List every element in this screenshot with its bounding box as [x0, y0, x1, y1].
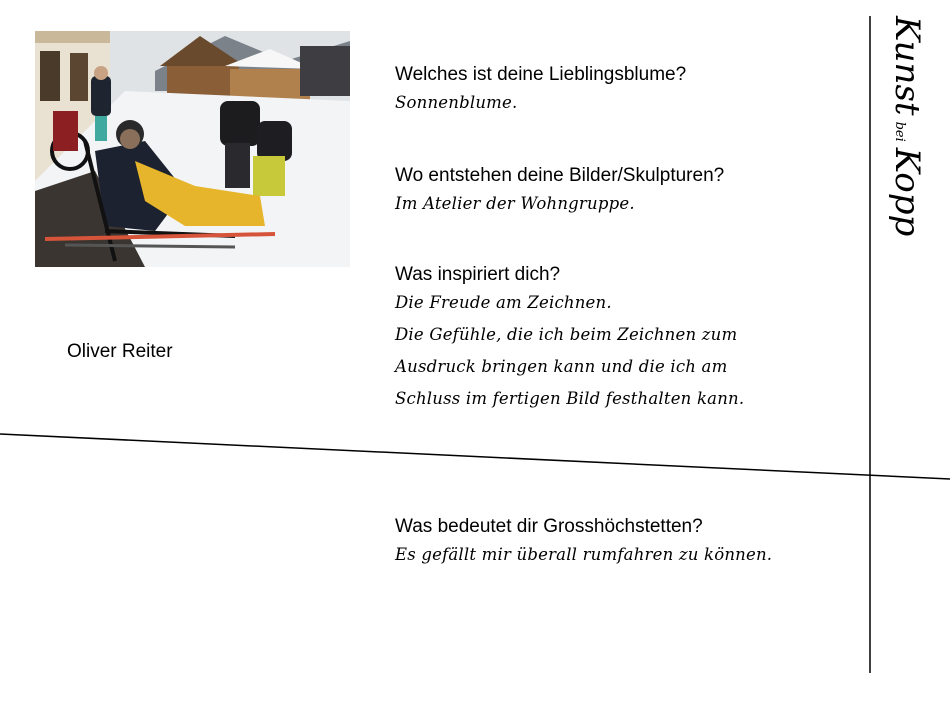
title-word-kopp: Kopp	[887, 147, 927, 237]
qa-block-inspiration	[395, 263, 744, 415]
title-text	[887, 16, 927, 236]
qa-block-grosshoechstetten	[395, 515, 772, 571]
title-word-kunst: Kunst	[887, 16, 927, 116]
answer-text: Schluss im fertigen Bild festhalten kann.	[395, 389, 745, 408]
qa-block-favorite-flower	[395, 63, 686, 119]
answer-text: Die Freude am Zeichnen.	[395, 293, 612, 312]
person-photo	[35, 31, 350, 267]
question-text: Was bedeutet dir Grosshöchstetten?	[395, 516, 703, 537]
question-text: Wo entstehen deine Bilder/Skulpturen?	[395, 165, 725, 186]
answer-text: Sonnenblume.	[395, 93, 518, 112]
answer-text: Ausdruck bringen kann und die ich am	[395, 357, 728, 376]
qa-block-studio-location	[395, 164, 724, 220]
answer-text: Es gefällt mir überall rumfahren zu können.	[395, 545, 773, 564]
question-text: Welches ist deine Lieblingsblume?	[395, 64, 687, 85]
person-name: Oliver Reiter	[67, 341, 173, 362]
vertical-title	[871, 16, 931, 266]
question-text: Was inspiriert dich?	[395, 264, 561, 285]
title-word-bei: bei	[892, 121, 907, 142]
answer-text: Im Atelier der Wohngruppe.	[395, 194, 635, 213]
horizontal-divider	[0, 434, 950, 479]
answer-text: Die Gefühle, die ich beim Zeichnen zum	[395, 325, 738, 344]
